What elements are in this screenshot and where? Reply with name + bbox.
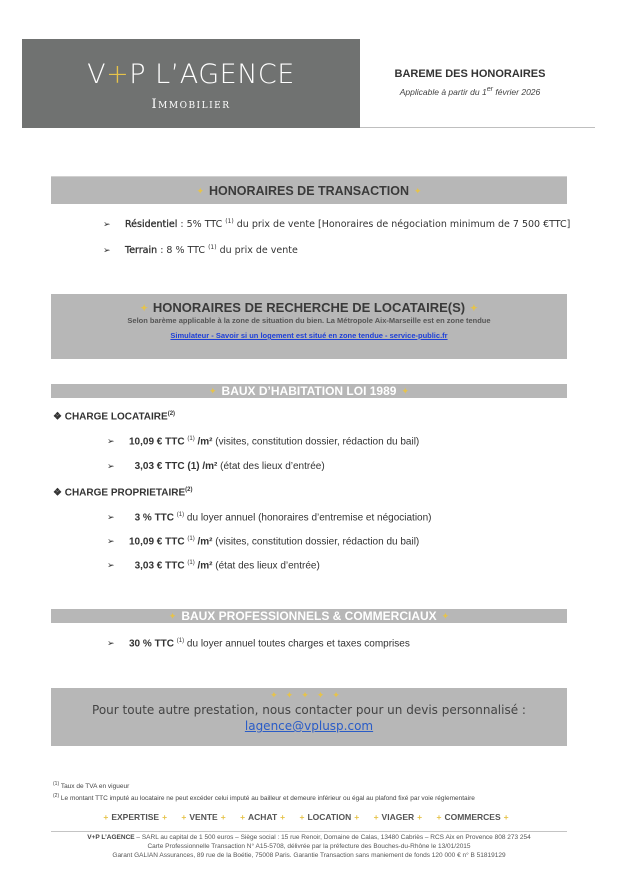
- legal-line-1: V+P L’AGENCE – SARL au capital de 1 500 euros – Siège social : 15 rue Renoir, Domaine de Calas, 13480 Cabriès – RCS Aix en Provence 808 273 254: [87, 834, 531, 841]
- agency-logo: [22, 39, 360, 128]
- star-icon: ✦: [401, 386, 409, 396]
- header-divider: [360, 127, 595, 128]
- star-icon: ✦: [140, 303, 148, 314]
- arrow-bullet-icon: ➢: [107, 512, 115, 523]
- plus-icon: +: [436, 812, 442, 822]
- service-achat: + ACHAT +: [240, 812, 286, 822]
- plus-icon: +: [162, 812, 168, 822]
- legal-line-2: Carte Professionnelle Transaction N° A15-5708, délivrée par la préfecture des Bouches-du-Rhône le 13/01/2015: [147, 843, 471, 850]
- arrow-bullet-icon: ➢: [107, 436, 115, 447]
- list-item: ➢ 30 % TTC $^{(1)}$ du loyer annuel toutes charges et taxes comprises: [107, 638, 410, 650]
- section-habitation-header: [51, 384, 567, 398]
- section-transaction-header: [51, 176, 567, 204]
- list-item: ➢ 3,03 € TTC $^{(1)}$ /m² (état des lieux d’entrée): [107, 560, 320, 572]
- star-icon: ✦: [470, 303, 478, 314]
- arrow-bullet-icon: ➢: [103, 220, 111, 231]
- service-commerces: + COMMERCES +: [436, 812, 509, 822]
- simulator-link[interactable]: Simulateur - Savoir si un logement est situé en zone tendue - service-public.fr: [170, 331, 448, 340]
- footnote-2: $^{(2)}$ Le montant TTC imputé au locataire ne peut excéder celui imputé au bailleur et demeure inférieur ou égal au plafond fixé par voie réglementaire: [53, 793, 475, 803]
- section-title: BAUX PROFESSIONNELS & COMMERCIAUX: [181, 609, 437, 624]
- star-icon: ✦: [208, 386, 217, 396]
- plus-icon: +: [103, 812, 109, 822]
- service-location: + LOCATION +: [299, 812, 360, 822]
- document-title-block: [360, 68, 580, 97]
- zone-note: Selon barème applicable à la zone de situation du bien. La Métropole Aix-Marseille est en zone tendue: [127, 316, 491, 325]
- plus-icon: +: [240, 812, 246, 822]
- star-icon: ✦: [414, 186, 422, 196]
- list-item: ➢ 10,09 € TTC $^{(1)}$ /m² (visites, constitution dossier, rédaction du bail): [107, 436, 420, 448]
- service-expertise: + EXPERTISE +: [103, 812, 168, 822]
- list-item: ➢ 3 % TTC $^{(1)}$ du loyer annuel (honoraires d’entremise et négociation): [107, 512, 432, 524]
- logo-plus: +: [106, 59, 130, 90]
- service-vente: + VENTE +: [181, 812, 226, 822]
- email-link[interactable]: lagence@vplusp.com: [244, 719, 374, 733]
- arrow-bullet-icon: ➢: [107, 638, 115, 649]
- list-item-terrain: ➢ Terrain : 8 % TTC $^{(1)}$ du prix de vente: [103, 244, 298, 257]
- charge-locataire-heading: ❖ CHARGE LOCATAIRE$^{(2)}$: [53, 411, 176, 423]
- section-title: HONORAIRES DE TRANSACTION: [208, 184, 409, 199]
- section-recherche-header: [51, 294, 567, 359]
- list-item: ➢ 10,09 € TTC $^{(1)}$ /m² (visites, constitution dossier, rédaction du bail): [107, 536, 420, 548]
- list-item: ➢ 3,03 € TTC (1) /m² (état des lieux d’entrée): [107, 461, 325, 472]
- star-icon: ✦: [441, 611, 450, 621]
- logo-subtitle: Immobilier: [151, 97, 231, 112]
- section-title: ✦ HONORAIRES DE RECHERCHE DE LOCATAIRE(S) ✦: [140, 300, 478, 315]
- arrow-bullet-icon: ➢: [103, 246, 111, 257]
- star-icon: ✦: [196, 186, 204, 196]
- services-bar: [51, 812, 567, 822]
- legal-line-3: Garant GALIAN Assurances, 89 rue de la Boétie, 75008 Paris. Garantie Transaction sans maniement de fonds 120 000 € n° B 51819129: [112, 852, 506, 859]
- arrow-bullet-icon: ➢: [107, 461, 115, 471]
- footer-divider: [51, 831, 567, 832]
- legal-footer: [51, 833, 567, 860]
- list-item-residentiel: ➢ Résidentiel : 5% TTC $^{(1)}$ du prix de vente [Honoraires de négociation minimum de 7 500 €TTC]: [103, 218, 571, 231]
- plus-icon: +: [299, 812, 305, 822]
- logo-wordmark: V+P L’AGENCE: [87, 59, 295, 90]
- plus-icon: +: [503, 812, 509, 822]
- arrow-bullet-icon: ➢: [107, 536, 115, 547]
- contact-box: [51, 688, 567, 746]
- contact-message: Pour toute autre prestation, nous contacter pour un devis personnalisé :: [92, 703, 526, 717]
- star-icon: ✦: [168, 611, 177, 621]
- document-title: BAREME DES HONORAIRES: [394, 68, 546, 80]
- plus-icon: +: [181, 812, 187, 822]
- stars-decoration-icon: ✦✦✦✦✦: [270, 690, 348, 700]
- plus-icon: +: [417, 812, 423, 822]
- plus-icon: +: [220, 812, 226, 822]
- arrow-bullet-icon: ➢: [107, 560, 115, 571]
- plus-icon: +: [373, 812, 379, 822]
- plus-icon: +: [354, 812, 360, 822]
- service-viager: + VIAGER +: [373, 812, 423, 822]
- plus-icon: +: [280, 812, 286, 822]
- section-title: BAUX D’HABITATION LOI 1989: [221, 384, 397, 399]
- document-subtitle: Applicable à partir du 1er février 2026: [399, 85, 541, 97]
- section-commerciaux-header: [51, 609, 567, 623]
- footnote-1: $^{(1)}$ Taux de TVA en vigueur: [53, 781, 130, 791]
- charge-proprietaire-heading: ❖ CHARGE PROPRIETAIRE$^{(2)}$: [53, 487, 193, 499]
